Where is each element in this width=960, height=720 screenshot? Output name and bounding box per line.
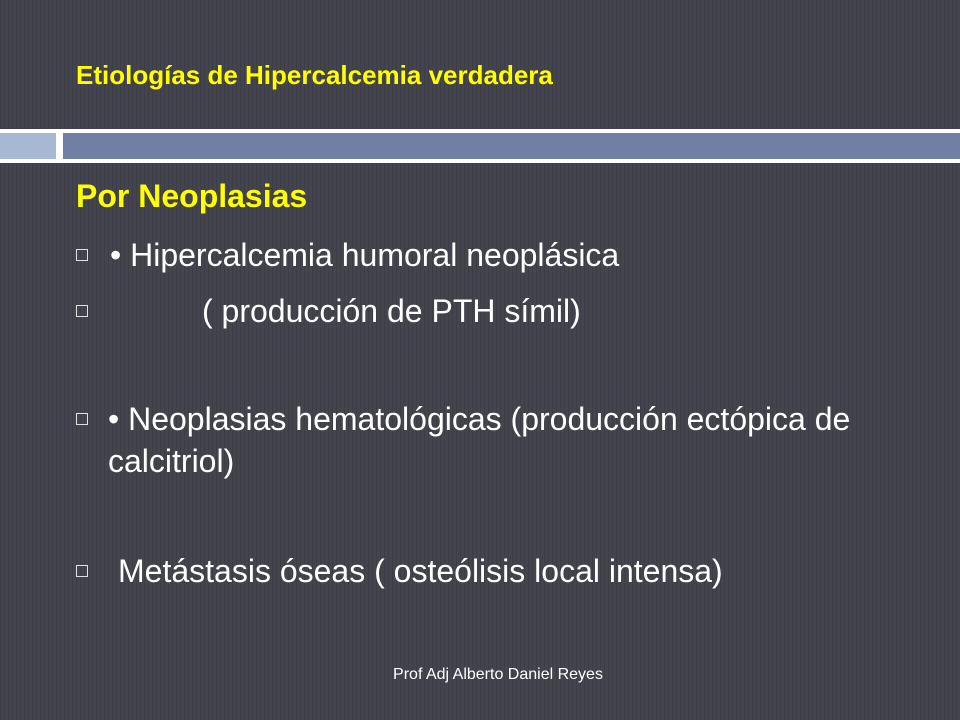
slide-title: Etiologías de Hipercalcemia verdadera (76, 60, 553, 90)
checkbox-icon (76, 305, 88, 317)
checkbox-icon (76, 565, 88, 577)
section-heading-prefix: Por (76, 178, 139, 214)
title-divider-band (0, 129, 960, 163)
divider-accent-light (0, 133, 56, 159)
bullet-item (76, 398, 876, 482)
bullet-text: • Hipercalcemia humoral neoplásica (110, 237, 620, 273)
checkbox-icon (76, 249, 88, 261)
bullet-item (76, 550, 876, 592)
bullet-item (76, 234, 876, 276)
checkbox-icon (76, 413, 88, 425)
section-heading (76, 178, 307, 215)
footer-credit: Prof Adj Alberto Daniel Reyes (393, 666, 603, 683)
divider-accent-dark (63, 133, 960, 159)
bullet-item (76, 290, 876, 332)
bullet-text: Metástasis óseas ( osteólisis local intensa) (118, 553, 723, 589)
bullet-text: • Neoplasias hematológicas (producción ectópica de calcitriol) (108, 401, 851, 479)
bullet-text: ( producción de PTH símil) (202, 293, 581, 329)
section-heading-emphasis: Neoplasias (138, 178, 308, 214)
